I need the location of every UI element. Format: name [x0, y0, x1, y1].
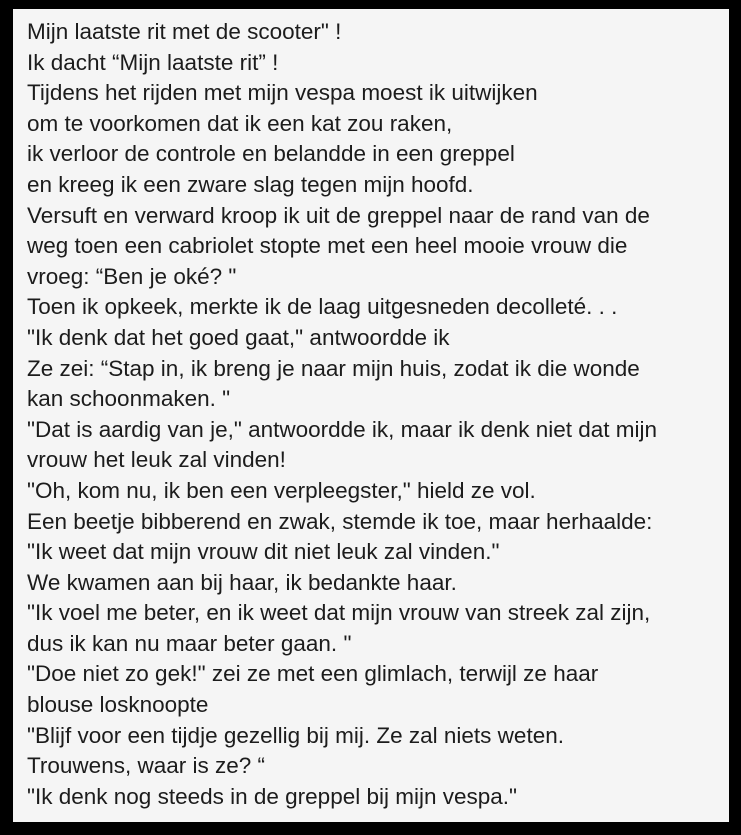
story-line: "Ik denk dat het goed gaat," antwoordde ik: [27, 324, 450, 350]
text-panel: [13, 9, 729, 822]
story-line: Tijdens het rijden met mijn vespa moest ik uitwijken: [27, 80, 538, 106]
story-line: Mijn laatste rit met de scooter" !: [27, 19, 342, 44]
story-line: "Ik denk nog steeds in de greppel bij mijn vespa.": [27, 783, 518, 809]
story-line: "Oh, kom nu, ik ben een verpleegster," hield ze vol.: [27, 477, 536, 503]
story-line: "Ik voel me beter, en ik weet dat mijn vrouw van streek zal zijn,: [27, 600, 651, 626]
story-line: kan schoonmaken. ": [27, 386, 231, 412]
story-line: Trouwens, waar is ze? “: [27, 753, 265, 779]
story-line: "Dat is aardig van je," antwoordde ik, maar ik denk niet dat mijn: [27, 416, 658, 442]
story-line: Ik dacht “Mijn laatste rit” !: [27, 49, 279, 75]
story-line: Versuft en verward kroop ik uit de greppel naar de rand van de: [27, 202, 650, 228]
story-line: Ze zei: “Stap in, ik breng je naar mijn huis, zodat ik die wonde: [27, 355, 640, 381]
story-line: We kwamen aan bij haar, ik bedankte haar.: [27, 569, 457, 595]
story-line: Een beetje bibberend en zwak, stemde ik toe, maar herhaalde:: [27, 508, 653, 534]
story-line: om te voorkomen dat ik een kat zou raken,: [27, 110, 453, 136]
story-line: vroeg: “Ben je oké? ": [27, 263, 237, 289]
story-line: "Blijf voor een tijdje gezellig bij mij. Ze zal niets weten.: [27, 722, 564, 748]
story-line: Toen ik opkeek, merkte ik de laag uitgesneden decolleté. . .: [27, 294, 618, 320]
story-line: vrouw het leuk zal vinden!: [27, 447, 286, 473]
story-line: "Doe niet zo gek!" zei ze met een glimlach, terwijl ze haar: [27, 661, 599, 687]
story-line: ik verloor de controle en belandde in een greppel: [27, 141, 515, 167]
story-line: dus ik kan nu maar beter gaan. ": [27, 630, 352, 656]
story-line: en kreeg ik een zware slag tegen mijn hoofd.: [27, 171, 474, 197]
story-line: "Ik weet dat mijn vrouw dit niet leuk zal vinden.": [27, 539, 500, 565]
story-line: weg toen een cabriolet stopte met een heel mooie vrouw die: [27, 233, 628, 259]
story-line: blouse losknoopte: [27, 692, 209, 718]
